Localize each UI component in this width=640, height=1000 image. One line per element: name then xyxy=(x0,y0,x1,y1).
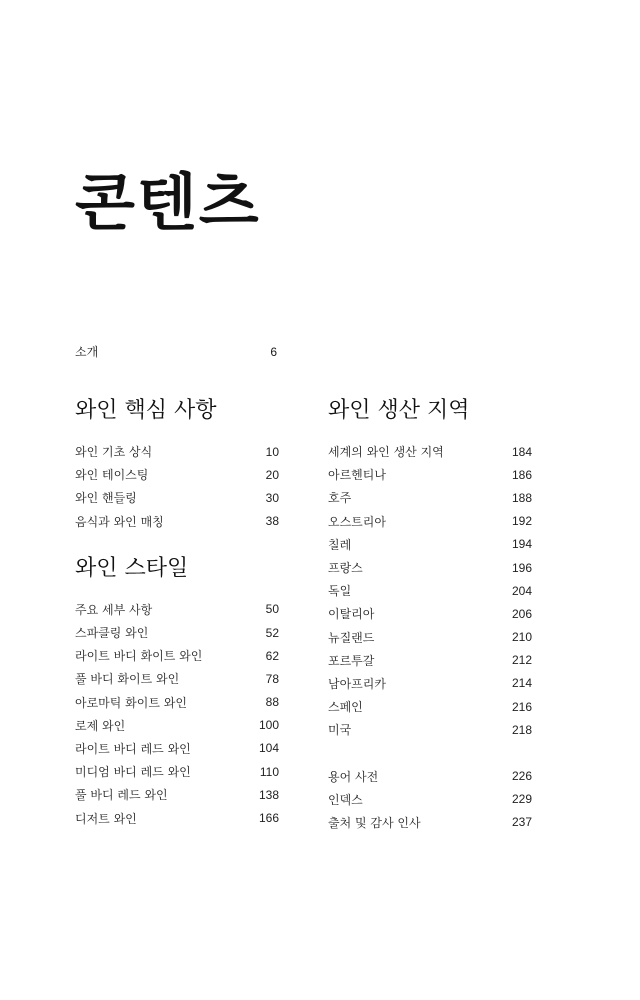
toc-entry-page: 216 xyxy=(511,699,532,714)
toc-entry-label: 미국 xyxy=(328,723,352,738)
page-title: 콘텐츠 xyxy=(75,166,261,239)
toc-entry-page: 10 xyxy=(265,444,279,459)
toc-list-wine-essentials xyxy=(75,440,279,533)
toc-entry-page: 204 xyxy=(511,583,532,598)
toc-entry[interactable] xyxy=(328,672,532,695)
toc-entry-page: 212 xyxy=(511,653,532,668)
toc-entry[interactable] xyxy=(75,440,279,463)
toc-entry-label: 이탈리아 xyxy=(328,607,375,622)
toc-entry[interactable] xyxy=(75,691,279,714)
toc-entry[interactable] xyxy=(75,644,279,667)
toc-entry-page: 237 xyxy=(511,815,532,830)
toc-entry-label: 와인 핸들링 xyxy=(75,491,137,506)
toc-entry-page: 206 xyxy=(511,606,532,621)
toc-entry-label: 아로마틱 화이트 와인 xyxy=(75,695,187,710)
toc-entry-page: 38 xyxy=(265,514,279,529)
toc-entry-label: 아르헨티나 xyxy=(328,468,386,483)
toc-entry-label: 스파클링 와인 xyxy=(75,626,149,641)
toc-right-column xyxy=(328,396,532,834)
toc-entry[interactable] xyxy=(328,764,532,787)
toc-entry-page: 192 xyxy=(511,514,532,529)
toc-entry-page: 78 xyxy=(265,671,279,686)
toc-entry[interactable] xyxy=(75,667,279,690)
toc-entry-label: 로제 와인 xyxy=(75,718,126,733)
toc-entry-page: 20 xyxy=(265,467,279,482)
toc-entry-page: 30 xyxy=(265,490,279,505)
toc-entry-page: 229 xyxy=(511,792,532,807)
toc-entry-page: 188 xyxy=(511,490,532,505)
toc-entry-page: 186 xyxy=(511,467,532,482)
toc-entry-label: 포르투갈 xyxy=(328,653,375,668)
toc-entry-page: 88 xyxy=(265,695,279,710)
toc-entry-label: 용어 사전 xyxy=(328,769,379,784)
toc-entry-page: 184 xyxy=(511,444,532,459)
toc-entry-label: 세계의 와인 생산 지역 xyxy=(328,445,444,460)
toc-entry-label: 소개 xyxy=(75,345,99,359)
toc-entry[interactable] xyxy=(328,602,532,625)
toc-entry[interactable] xyxy=(328,649,532,672)
toc-entry[interactable] xyxy=(328,510,532,533)
toc-entry-page: 110 xyxy=(259,764,279,779)
toc-entry[interactable] xyxy=(75,486,279,509)
toc-entry[interactable] xyxy=(75,598,279,621)
toc-entry[interactable] xyxy=(328,579,532,602)
section-heading-wine-essentials: 와인 핵심 사항 xyxy=(75,398,217,423)
toc-entry-page: 196 xyxy=(511,560,532,575)
toc-entry[interactable] xyxy=(328,695,532,718)
toc-entry[interactable] xyxy=(75,760,279,783)
toc-entry-label: 칠레 xyxy=(328,537,352,552)
section-heading-wine-styles: 와인 스타일 xyxy=(75,555,189,581)
toc-entry-label: 스페인 xyxy=(328,700,363,715)
toc-entry-label: 호주 xyxy=(328,491,352,506)
toc-entry-page: 210 xyxy=(511,630,532,645)
toc-entry-page: 104 xyxy=(258,741,279,756)
toc-entry-page: 166 xyxy=(258,811,279,826)
toc-entry-intro[interactable] xyxy=(75,344,277,360)
toc-entry-page: 6 xyxy=(270,345,277,359)
toc-entry[interactable] xyxy=(75,714,279,737)
toc-list-wine-regions xyxy=(328,440,532,741)
toc-entry-label: 뉴질랜드 xyxy=(328,630,375,645)
toc-entry-label: 디저트 와인 xyxy=(75,811,137,826)
toc-list-wine-styles xyxy=(75,598,279,830)
toc-entry[interactable] xyxy=(328,718,532,741)
toc-entry-page: 52 xyxy=(265,625,279,640)
toc-entry-label: 프랑스 xyxy=(328,561,363,576)
toc-entry-label: 라이트 바디 레드 와인 xyxy=(75,741,191,756)
toc-entry-page: 50 xyxy=(265,602,279,617)
toc-entry-label: 풀 바디 레드 와인 xyxy=(75,788,168,803)
toc-entry[interactable] xyxy=(328,533,532,556)
toc-entry[interactable] xyxy=(328,626,532,649)
toc-entry[interactable] xyxy=(328,486,532,509)
toc-entry-label: 남아프리카 xyxy=(328,676,386,691)
toc-entry[interactable] xyxy=(328,440,532,463)
toc-entry[interactable] xyxy=(75,806,279,829)
toc-left-column xyxy=(75,396,279,830)
toc-entry[interactable] xyxy=(75,463,279,486)
toc-entry[interactable] xyxy=(328,811,532,834)
toc-entry-page: 138 xyxy=(258,787,279,802)
toc-entry[interactable] xyxy=(328,463,532,486)
toc-entry-page: 214 xyxy=(511,676,532,691)
toc-entry-label: 와인 기초 상식 xyxy=(75,445,153,460)
toc-entry[interactable] xyxy=(328,788,532,811)
toc-entry-label: 라이트 바디 화이트 와인 xyxy=(75,649,203,664)
toc-entry-label: 미디엄 바디 레드 와인 xyxy=(75,765,191,780)
toc-entry-page: 218 xyxy=(511,722,532,737)
toc-entry[interactable] xyxy=(75,510,279,533)
toc-entry-label: 음식과 와인 매칭 xyxy=(75,514,164,529)
toc-entry-page: 62 xyxy=(265,648,279,663)
toc-entry-label: 인덱스 xyxy=(328,792,363,807)
toc-entry[interactable] xyxy=(75,621,279,644)
toc-entry-label: 출처 및 감사 인사 xyxy=(328,815,421,830)
section-heading-wine-regions: 와인 생산 지역 xyxy=(328,398,470,423)
toc-entry-label: 풀 바디 화이트 와인 xyxy=(75,672,180,687)
toc-entry[interactable] xyxy=(328,556,532,579)
toc-entry[interactable] xyxy=(75,783,279,806)
toc-entry-page: 226 xyxy=(511,769,532,784)
toc-entry-page: 194 xyxy=(511,537,532,552)
toc-entry-label: 와인 테이스팅 xyxy=(75,468,149,483)
toc-entry[interactable] xyxy=(75,737,279,760)
toc-entry-label: 오스트리아 xyxy=(328,514,386,529)
toc-entry-label: 주요 세부 사항 xyxy=(75,602,153,617)
toc-entry-page: 100 xyxy=(258,718,279,733)
toc-entry-label: 독일 xyxy=(328,584,352,599)
toc-list-appendix xyxy=(328,764,532,834)
